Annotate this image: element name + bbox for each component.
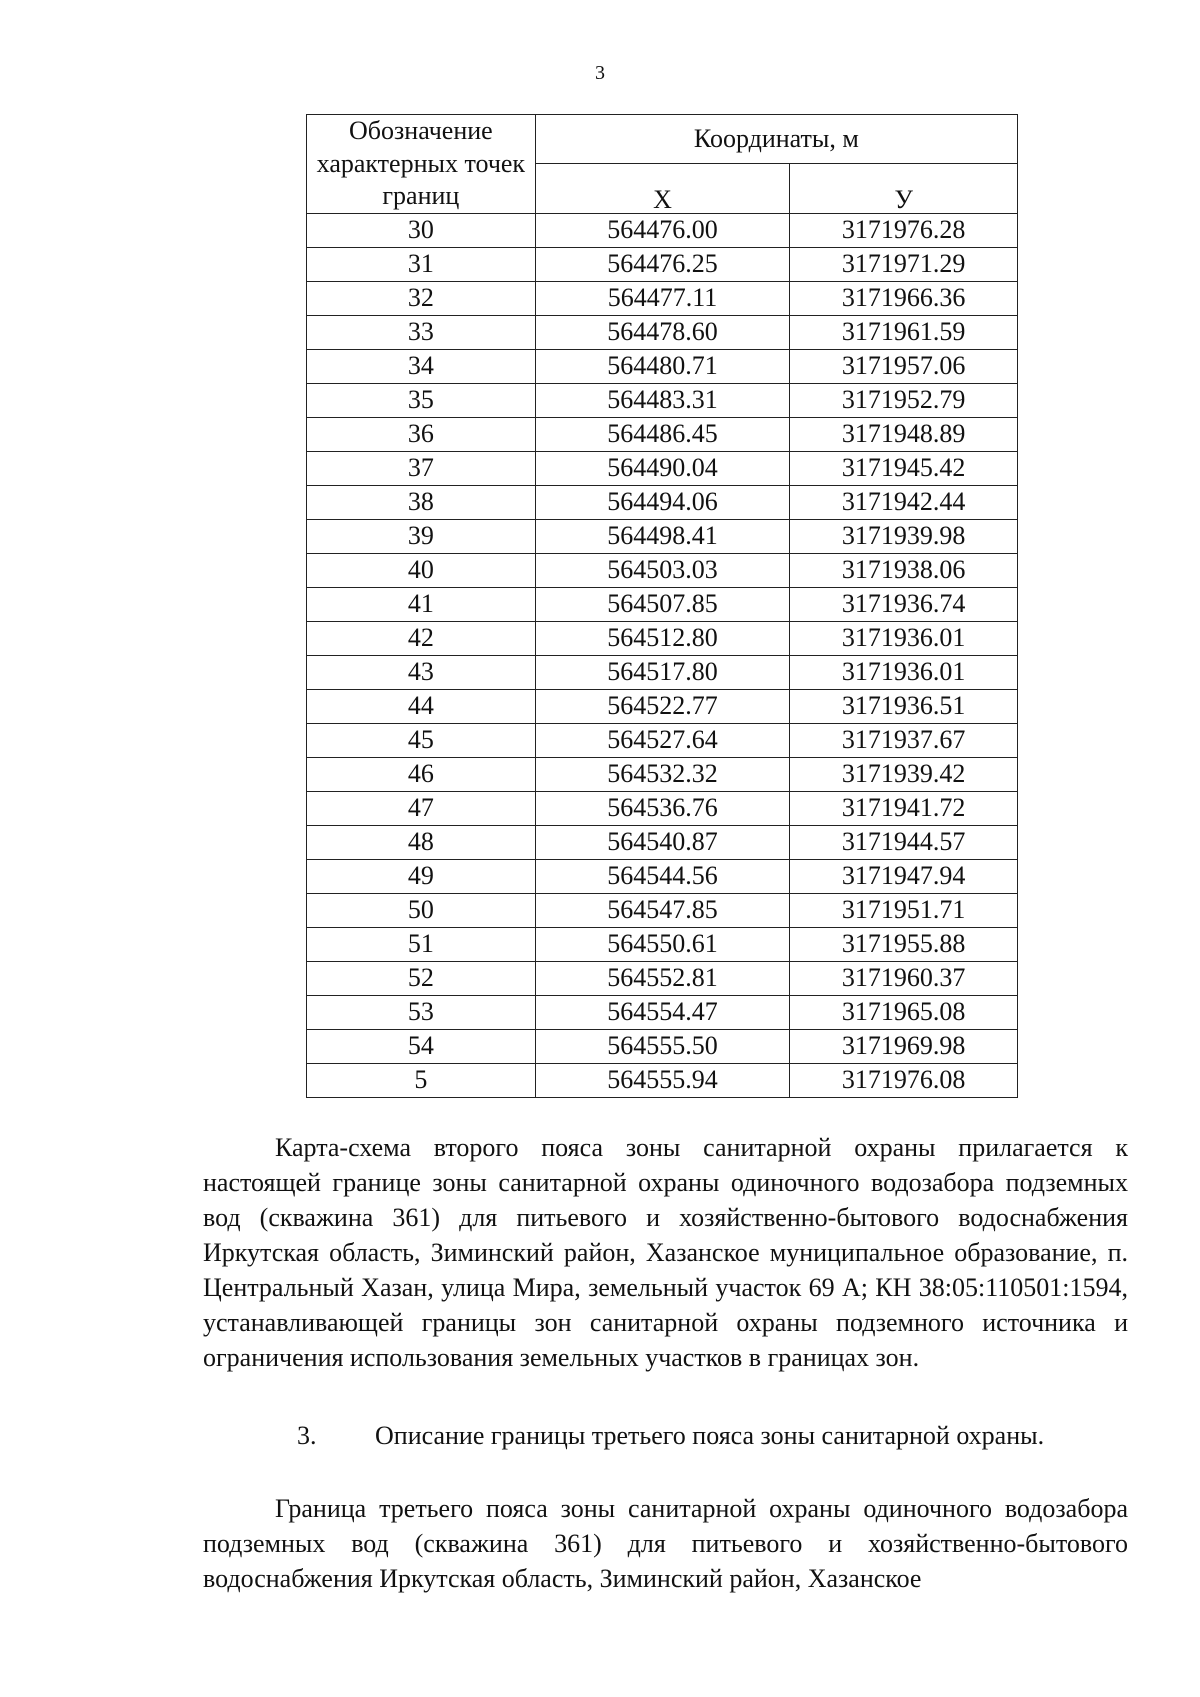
cell-x: 564512.80 [535,621,790,655]
cell-point: 36 [307,417,536,451]
cell-y: 3171936.51 [790,689,1018,723]
third-zone-text: Граница третьего пояса зоны санитарной охраны одиночного водозабора подземных вод (скважина 361) для питьевого и хозяйственно-бытового водоснабжения Иркутская область, Зиминский район, Хазанское [203,1494,1128,1593]
cell-x: 564522.77 [535,689,790,723]
table-row [307,519,1018,553]
table-row [307,825,1018,859]
section-heading [297,1421,1044,1451]
cell-x: 564540.87 [535,825,790,859]
cell-point: 53 [307,995,536,1029]
cell-point: 47 [307,791,536,825]
table-row [307,791,1018,825]
cell-y: 3171938.06 [790,553,1018,587]
cell-x: 564507.85 [535,587,790,621]
table-row [307,485,1018,519]
cell-y: 3171969.98 [790,1029,1018,1063]
cell-y: 3171936.01 [790,655,1018,689]
cell-y: 3171960.37 [790,961,1018,995]
cell-y: 3171951.71 [790,893,1018,927]
cell-point: 32 [307,281,536,315]
cell-y: 3171947.94 [790,859,1018,893]
cell-point: 34 [307,349,536,383]
table-row [307,621,1018,655]
cell-y: 3171955.88 [790,927,1018,961]
cell-point: 52 [307,961,536,995]
table-row [307,349,1018,383]
table-row [307,689,1018,723]
table-row [307,315,1018,349]
table-row [307,451,1018,485]
cell-point: 44 [307,689,536,723]
cell-x: 564517.80 [535,655,790,689]
cell-point: 38 [307,485,536,519]
cell-point: 50 [307,893,536,927]
cell-point: 37 [307,451,536,485]
table-row [307,859,1018,893]
table-row [307,553,1018,587]
cell-y: 3171976.28 [790,213,1018,247]
cell-y: 3171966.36 [790,281,1018,315]
cell-x: 564477.11 [535,281,790,315]
cell-x: 564527.64 [535,723,790,757]
cell-y: 3171952.79 [790,383,1018,417]
table-row [307,587,1018,621]
cell-point: 54 [307,1029,536,1063]
cell-y: 3171937.67 [790,723,1018,757]
cell-x: 564547.85 [535,893,790,927]
cell-x: 564480.71 [535,349,790,383]
cell-point: 35 [307,383,536,417]
cell-point: 51 [307,927,536,961]
cell-x: 564555.50 [535,1029,790,1063]
cell-point: 30 [307,213,536,247]
cell-x: 564552.81 [535,961,790,995]
coordinates-table [306,114,1018,1098]
cell-y: 3171961.59 [790,315,1018,349]
cell-y: 3171945.42 [790,451,1018,485]
cell-y: 3171936.01 [790,621,1018,655]
cell-point: 45 [307,723,536,757]
cell-x: 564478.60 [535,315,790,349]
table-row [307,247,1018,281]
cell-point: 43 [307,655,536,689]
cell-y: 3171939.98 [790,519,1018,553]
section-number: 3. [297,1421,317,1450]
table-row [307,417,1018,451]
page-number: 3 [595,62,605,84]
cell-point: 49 [307,859,536,893]
table-row [307,723,1018,757]
table-row [307,757,1018,791]
cell-point: 48 [307,825,536,859]
cell-point: 5 [307,1063,536,1097]
cell-x: 564503.03 [535,553,790,587]
cell-x: 564498.41 [535,519,790,553]
cell-x: 564494.06 [535,485,790,519]
table-row [307,893,1018,927]
table-row [307,995,1018,1029]
map-scheme-paragraph [203,1130,1128,1375]
map-scheme-text: Карта-схема второго пояса зоны санитарной охраны прилагается к настоящей границе зоны санитарной охраны одиночного водозабора подземных вод (скважина 361) для питьевого и хозяйственно-бытового водоснабжения Иркутская область, Зиминский район, Хазанское муниципальное образование, п. Центральный Хазан, улица Мира, земельный участок 69 А; КН 38:05:110501:1594, устанавливающей границы зон санитарной охраны подземного источника и ограничения использования земельных участков в границах зон. [203,1133,1128,1372]
cell-y: 3171971.29 [790,247,1018,281]
cell-point: 33 [307,315,536,349]
cell-x: 564486.45 [535,417,790,451]
cell-x: 564536.76 [535,791,790,825]
cell-x: 564476.00 [535,213,790,247]
cell-x: 564532.32 [535,757,790,791]
cell-x: 564476.25 [535,247,790,281]
section-title: Описание границы третьего пояса зоны санитарной охраны. [375,1421,1045,1450]
cell-y: 3171976.08 [790,1063,1018,1097]
table-row [307,383,1018,417]
cell-y: 3171942.44 [790,485,1018,519]
table-row [307,927,1018,961]
cell-point: 46 [307,757,536,791]
cell-x: 564555.94 [535,1063,790,1097]
table-row [307,281,1018,315]
cell-y: 3171965.08 [790,995,1018,1029]
third-zone-paragraph [203,1491,1128,1596]
cell-y: 3171936.74 [790,587,1018,621]
cell-x: 564490.04 [535,451,790,485]
cell-y: 3171948.89 [790,417,1018,451]
cell-x: 564554.47 [535,995,790,1029]
cell-y: 3171944.57 [790,825,1018,859]
coordinates-table-body [307,213,1018,1097]
table-row [307,961,1018,995]
cell-y: 3171939.42 [790,757,1018,791]
table-row [307,213,1018,247]
x-column-header: Х [535,164,790,213]
designation-header: Обозначение характерных точек границ [307,115,536,214]
cell-x: 564550.61 [535,927,790,961]
cell-point: 41 [307,587,536,621]
table-row [307,1029,1018,1063]
y-column-header: У [790,164,1018,213]
cell-y: 3171957.06 [790,349,1018,383]
cell-point: 31 [307,247,536,281]
table-row [307,1063,1018,1097]
table-row [307,655,1018,689]
coordinates-header: Координаты, м [535,115,1017,164]
cell-point: 40 [307,553,536,587]
cell-point: 39 [307,519,536,553]
cell-point: 42 [307,621,536,655]
cell-x: 564544.56 [535,859,790,893]
cell-x: 564483.31 [535,383,790,417]
cell-y: 3171941.72 [790,791,1018,825]
